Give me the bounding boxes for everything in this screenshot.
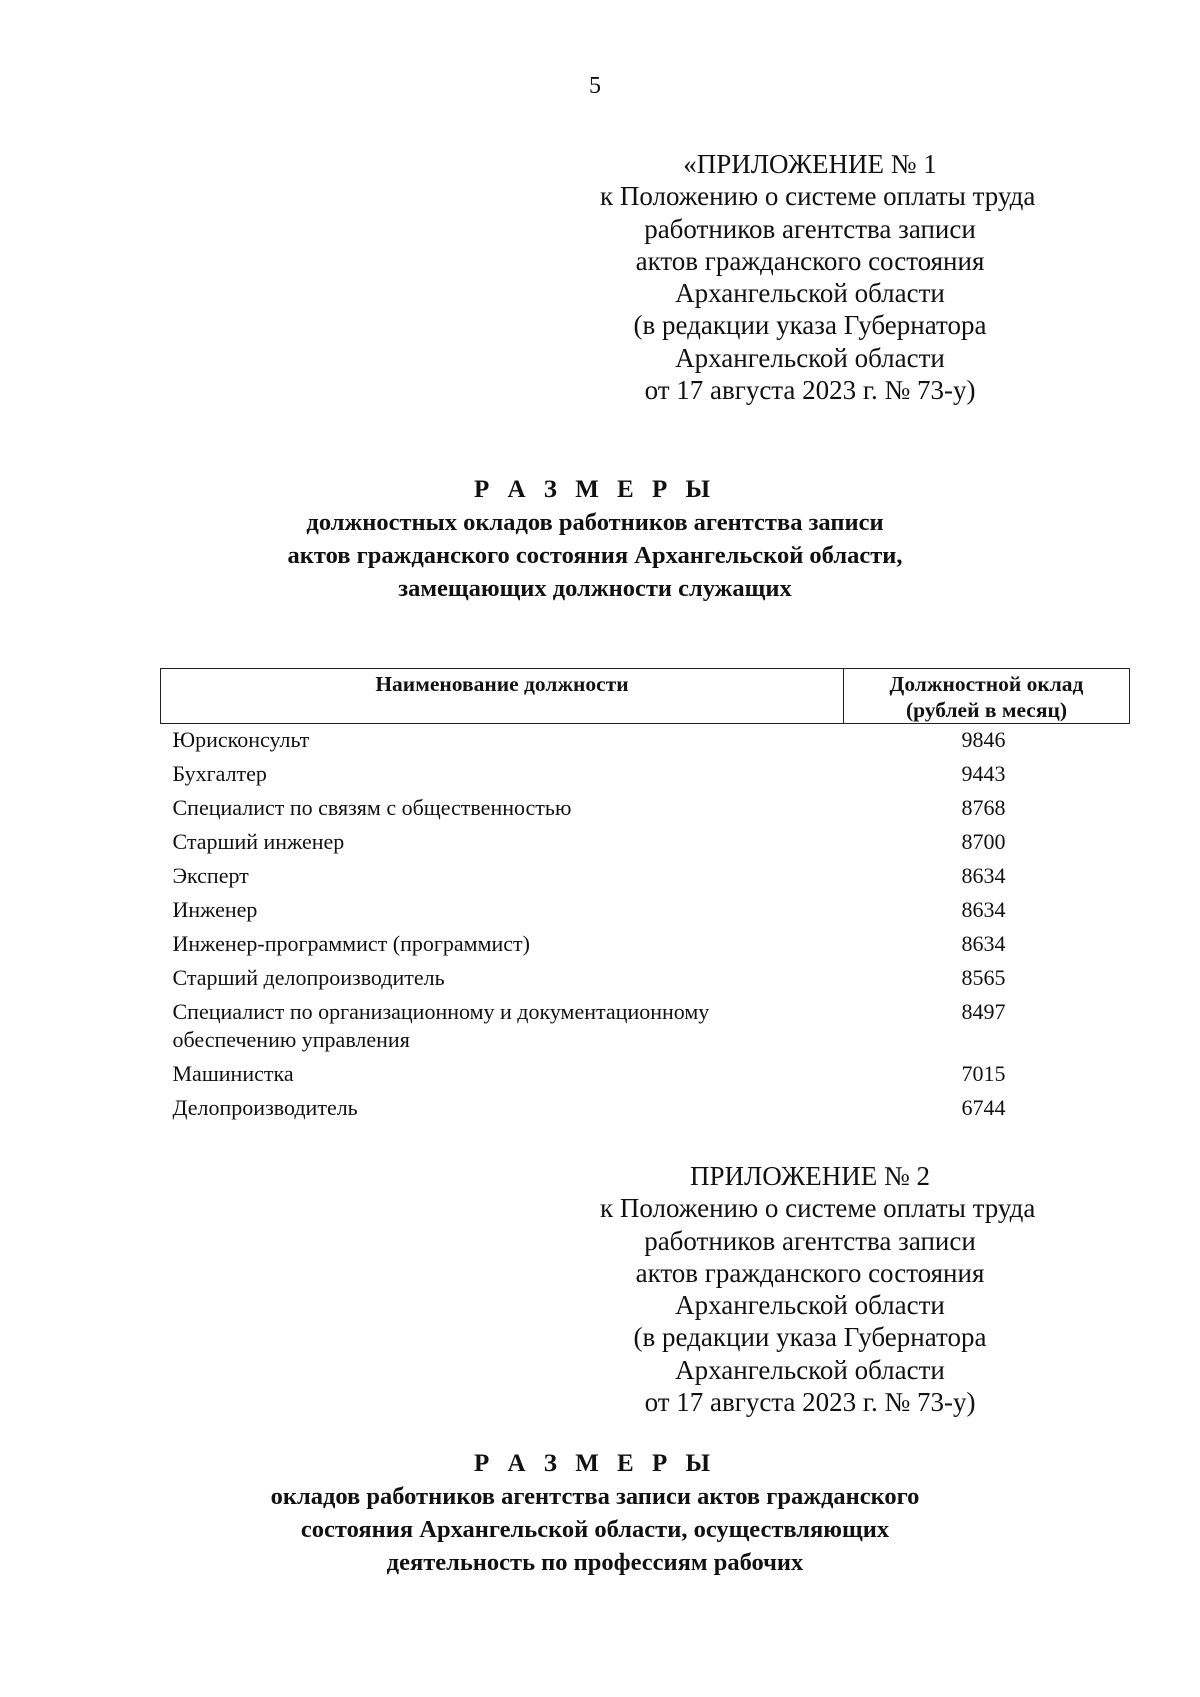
appendix-1-line: актов гражданского состояния — [635, 245, 985, 276]
position-salary: 8700 — [961, 829, 1006, 854]
salary-table — [160, 668, 1130, 1128]
appendix-2-line: актов гражданского состояния — [635, 1257, 985, 1288]
appendix-2-line: Архангельской области — [675, 1354, 945, 1385]
table-row — [161, 964, 1130, 998]
appendix-1-line: Архангельской области — [675, 278, 945, 309]
position-name: Делопроизводитель — [172, 1095, 358, 1120]
table-row — [161, 828, 1130, 862]
position-salary: 8565 — [961, 965, 1006, 990]
appendix-1-line: работников агентства записи — [644, 213, 976, 244]
header-salary-line1: Должностной оклад — [889, 672, 1084, 696]
position-salary: 8497 — [961, 999, 1006, 1024]
position-salary: 8634 — [961, 931, 1006, 956]
position-salary: 9846 — [961, 727, 1006, 752]
appendix-2-line: Архангельской области — [675, 1290, 945, 1321]
heading-1-line: актов гражданского состояния Архангельской области, — [287, 542, 903, 569]
appendix-2-line: (в редакции указа Губернатора — [633, 1322, 987, 1353]
header-salary-line2: (рублей в месяц) — [905, 698, 1068, 722]
heading-2-title: Р А З М Е Р Ы — [473, 1450, 717, 1477]
table-row — [161, 862, 1130, 896]
position-name: Старший инженер — [172, 829, 345, 854]
position-name: Инженер — [172, 897, 258, 922]
appendix-2-line: работников агентства записи — [644, 1225, 976, 1256]
heading-2-line: состояния Архангельской области, осуществляющих — [300, 1516, 890, 1543]
appendix-2-line: к Положению о системе оплаты труда — [600, 1193, 1036, 1224]
position-salary: 8634 — [961, 863, 1006, 888]
appendix-1-line: к Положению о системе оплаты труда — [600, 181, 1036, 212]
position-name: Эксперт — [172, 863, 249, 888]
appendix-1-line: (в редакции указа Губернатора — [633, 310, 987, 341]
table-row — [161, 794, 1130, 828]
appendix-2-title: ПРИЛОЖЕНИЕ № 2 — [689, 1161, 931, 1191]
position-salary: 7015 — [961, 1061, 1006, 1086]
header-salary — [844, 669, 1130, 724]
table-header-row — [161, 669, 1130, 724]
position-name: Инженер-программист (программист) — [172, 931, 530, 956]
heading-1 — [0, 473, 1190, 605]
position-salary: 8768 — [961, 795, 1006, 820]
position-name: Специалист по организационному и документационному обеспечению управления — [172, 999, 710, 1052]
page-number: 5 — [589, 73, 601, 99]
position-salary: 8634 — [961, 897, 1006, 922]
heading-2-line: деятельность по профессиям рабочих — [386, 1549, 804, 1576]
appendix-1-title: «ПРИЛОЖЕНИЕ № 1 — [683, 149, 937, 179]
appendix-2-line: от 17 августа 2023 г. № 73-у) — [644, 1387, 976, 1418]
table-row — [161, 998, 1130, 1060]
position-name: Бухгалтер — [172, 761, 267, 786]
heading-1-title: Р А З М Е Р Ы — [473, 476, 717, 503]
position-name: Старший делопроизводитель — [172, 965, 445, 990]
appendix-1-line: от 17 августа 2023 г. № 73-у) — [644, 375, 976, 406]
position-name: Специалист по связям с общественностью — [172, 795, 572, 820]
appendix-1-header — [600, 148, 1036, 406]
table-row — [161, 724, 1130, 761]
heading-2 — [0, 1447, 1190, 1579]
heading-1-line: замещающих должности служащих — [398, 575, 792, 602]
appendix-1-line: Архангельской области — [675, 342, 945, 373]
position-salary: 6744 — [961, 1095, 1006, 1120]
table-row — [161, 1060, 1130, 1094]
table-row — [161, 760, 1130, 794]
position-name: Юрисконсульт — [172, 727, 310, 752]
heading-2-line: окладов работников агентства записи актов гражданского — [270, 1483, 920, 1510]
header-position-name: Наименование должности — [161, 669, 844, 724]
position-name: Машинистка — [172, 1061, 294, 1086]
heading-1-line: должностных окладов работников агентства записи — [306, 509, 884, 536]
appendix-2-header — [600, 1160, 1036, 1418]
position-salary: 9443 — [961, 761, 1006, 786]
table-row — [161, 1094, 1130, 1128]
table-row — [161, 896, 1130, 930]
table-row — [161, 930, 1130, 964]
